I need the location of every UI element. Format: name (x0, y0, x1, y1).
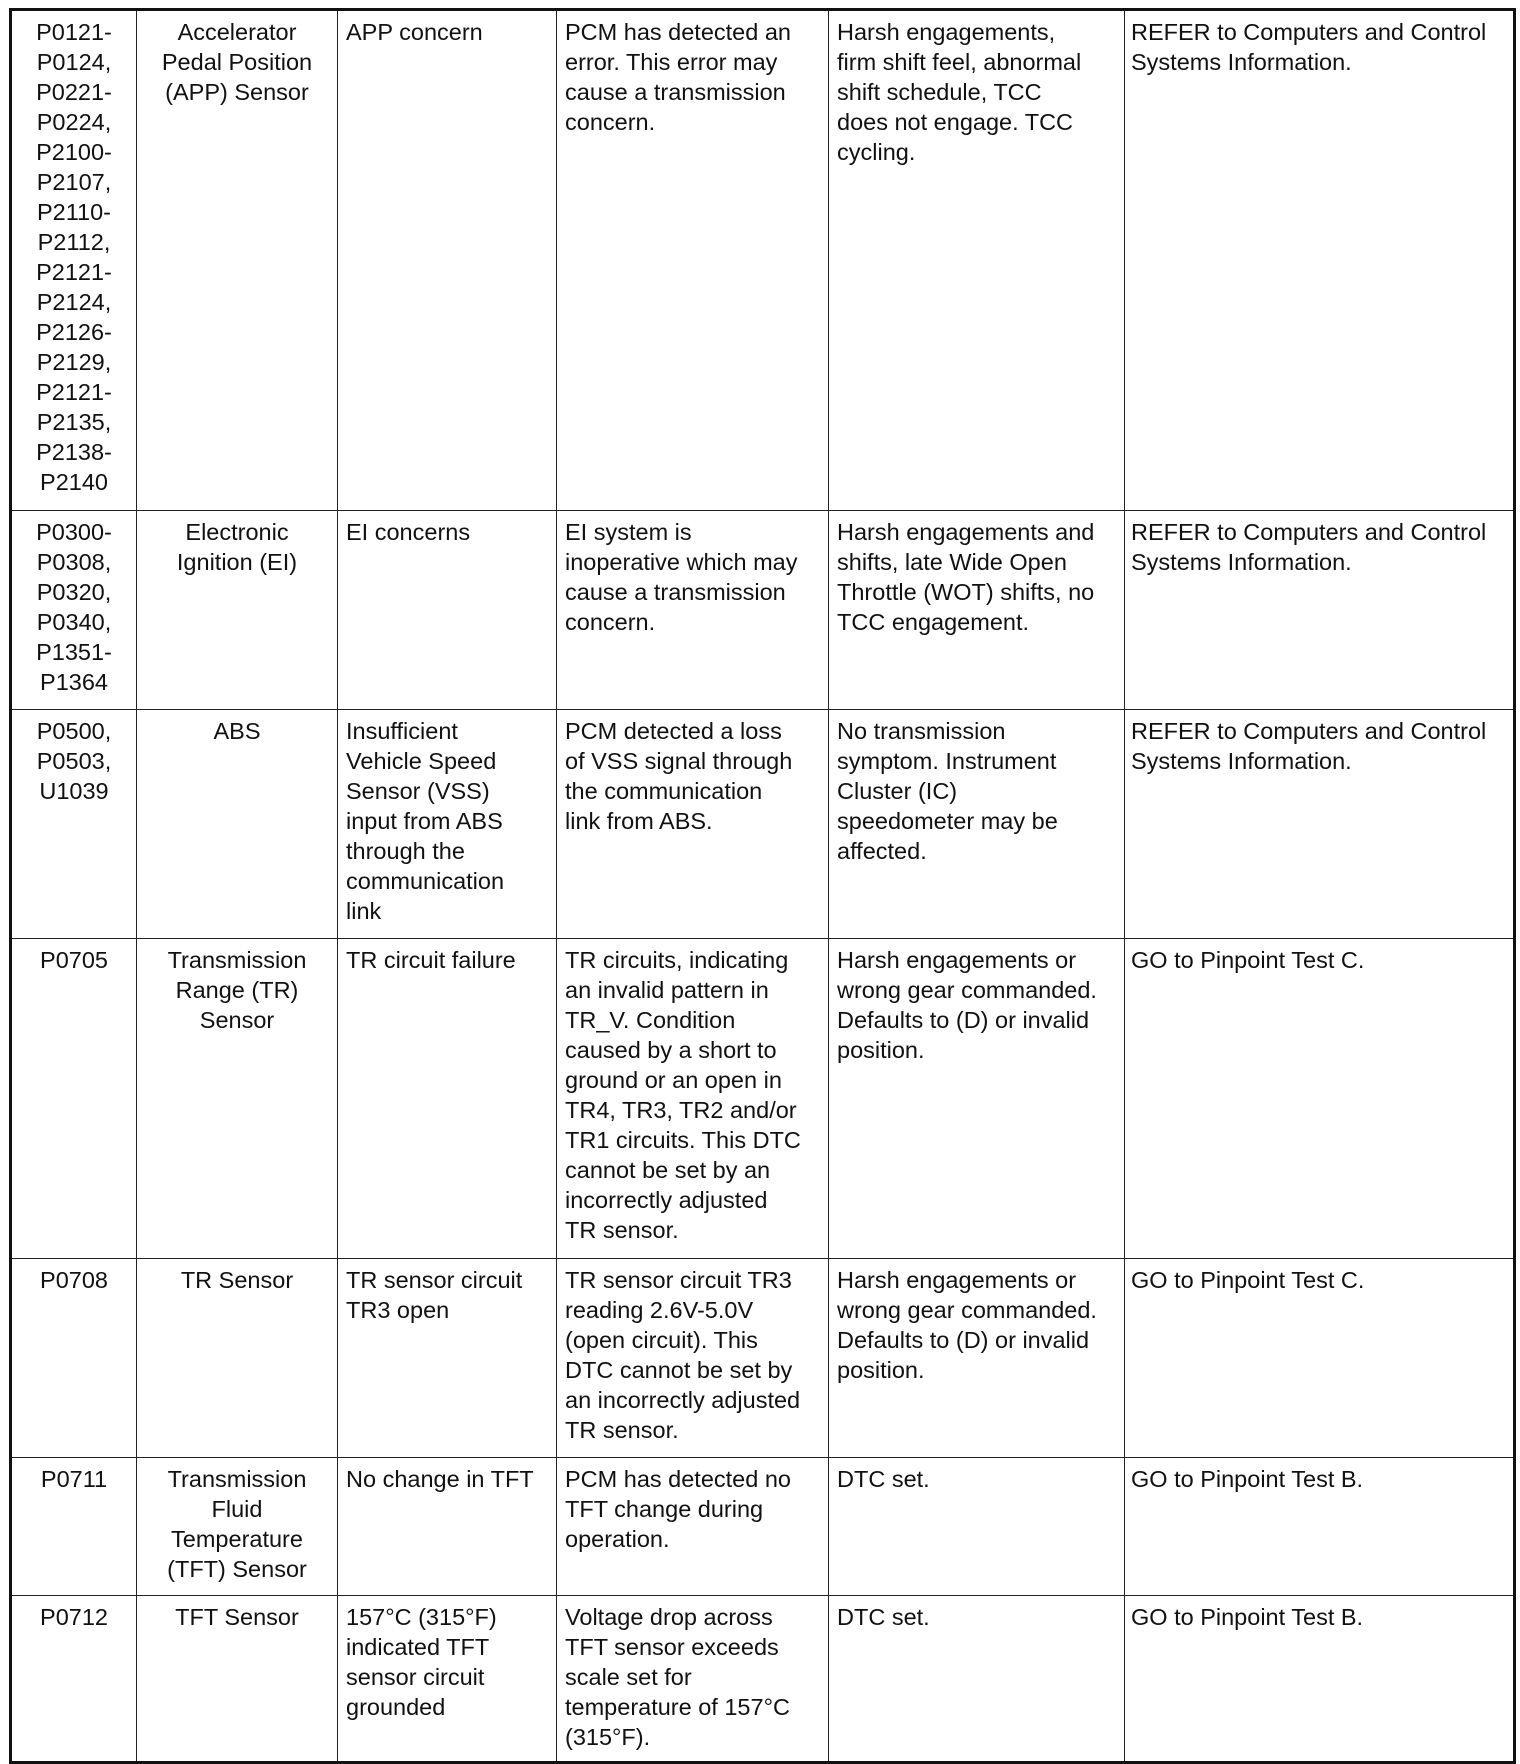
description-cell: APP concern (338, 10, 557, 511)
description-cell: Insufficient Vehicle Speed Sensor (VSS) input from ABS through the communication link (338, 710, 557, 939)
component-cell: TFT Sensor (137, 1596, 338, 1763)
condition-cell: PCM detected a loss of VSS signal through the communication link from ABS. (557, 710, 829, 939)
symptom-cell: No transmission symptom. Instrument Cluster (IC) speedometer may be affected. (829, 710, 1125, 939)
component-cell: Transmission Fluid Temperature (TFT) Sensor (137, 1458, 338, 1596)
condition-cell: PCM has detected an error. This error may cause a transmission concern. (557, 10, 829, 511)
dtc-code-cell: P0121- P0124, P0221- P0224, P2100- P2107, P2110- P2112, P2121- P2124, P2126- P2129, P2121- P2135, P2138- P2140 (11, 10, 137, 511)
component-cell: TR Sensor (137, 1259, 338, 1458)
dtc-code-cell: P0712 (11, 1596, 137, 1763)
description-cell: EI concerns (338, 511, 557, 710)
description-cell: 157°C (315°F) indicated TFT sensor circuit grounded (338, 1596, 557, 1763)
action-cell: GO to Pinpoint Test B. (1125, 1458, 1515, 1596)
table-row (11, 1259, 1515, 1458)
dtc-code-cell: P0300- P0308, P0320, P0340, P1351- P1364 (11, 511, 137, 710)
action-cell: REFER to Computers and Control Systems Information. (1125, 710, 1515, 939)
symptom-cell: Harsh engagements or wrong gear commanded. Defaults to (D) or invalid position. (829, 939, 1125, 1259)
table-row (11, 1458, 1515, 1596)
table-row (11, 10, 1515, 511)
description-cell: TR circuit failure (338, 939, 557, 1259)
component-cell: ABS (137, 710, 338, 939)
action-cell: REFER to Computers and Control Systems Information. (1125, 10, 1515, 511)
action-cell: GO to Pinpoint Test C. (1125, 939, 1515, 1259)
dtc-code-cell: P0500, P0503, U1039 (11, 710, 137, 939)
component-cell: Electronic Ignition (EI) (137, 511, 338, 710)
action-cell: GO to Pinpoint Test C. (1125, 1259, 1515, 1458)
table-row (11, 939, 1515, 1259)
symptom-cell: DTC set. (829, 1596, 1125, 1763)
dtc-code-cell: P0705 (11, 939, 137, 1259)
condition-cell: PCM has detected no TFT change during operation. (557, 1458, 829, 1596)
dtc-code-cell: P0711 (11, 1458, 137, 1596)
symptom-cell: Harsh engagements or wrong gear commanded. Defaults to (D) or invalid position. (829, 1259, 1125, 1458)
action-cell: GO to Pinpoint Test B. (1125, 1596, 1515, 1763)
description-cell: TR sensor circuit TR3 open (338, 1259, 557, 1458)
table-row (11, 1596, 1515, 1763)
action-cell: REFER to Computers and Control Systems Information. (1125, 511, 1515, 710)
dtc-code-cell: P0708 (11, 1259, 137, 1458)
symptom-cell: Harsh engagements and shifts, late Wide Open Throttle (WOT) shifts, no TCC engagement. (829, 511, 1125, 710)
component-cell: Transmission Range (TR) Sensor (137, 939, 338, 1259)
description-cell: No change in TFT (338, 1458, 557, 1596)
table-row (11, 710, 1515, 939)
symptom-cell: DTC set. (829, 1458, 1125, 1596)
component-cell: Accelerator Pedal Position (APP) Sensor (137, 10, 338, 511)
table-row (11, 511, 1515, 710)
condition-cell: TR circuits, indicating an invalid pattern in TR_V. Condition caused by a short to ground or an open in TR4, TR3, TR2 and/or TR1 circuits. This DTC cannot be set by an incorrectly adjusted TR sensor. (557, 939, 829, 1259)
condition-cell: EI system is inoperative which may cause a transmission concern. (557, 511, 829, 710)
condition-cell: Voltage drop across TFT sensor exceeds scale set for temperature of 157°C (315°F). (557, 1596, 829, 1763)
dtc-table (9, 8, 1516, 1764)
condition-cell: TR sensor circuit TR3 reading 2.6V-5.0V (open circuit). This DTC cannot be set by an incorrectly adjusted TR sensor. (557, 1259, 829, 1458)
symptom-cell: Harsh engagements, firm shift feel, abnormal shift schedule, TCC does not engage. TCC cycling. (829, 10, 1125, 511)
